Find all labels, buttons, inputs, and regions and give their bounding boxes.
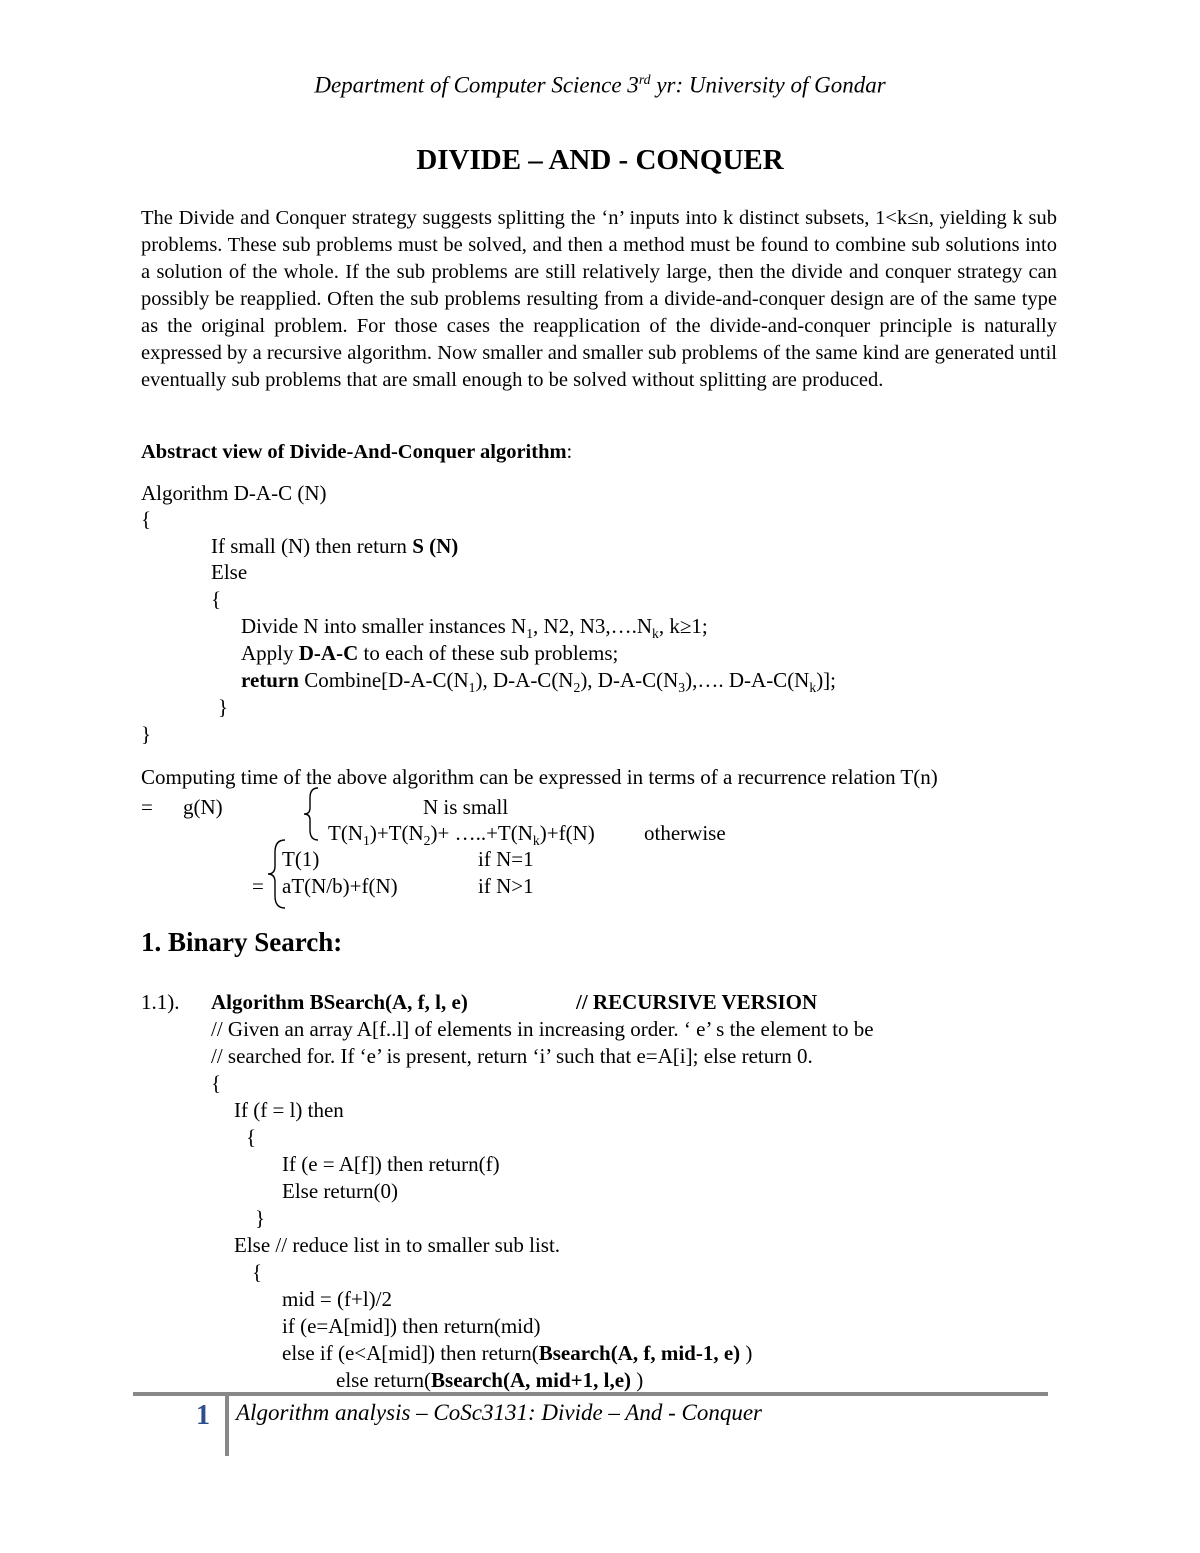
recursive-version-label: // RECURSIVE VERSION — [576, 990, 818, 1014]
bsearch-signature: Algorithm BSearch(A, f, l, e) — [211, 990, 468, 1014]
apply-line: Apply D-A-C to each of these sub problems; — [241, 641, 619, 665]
else-return-zero: Else return(0) — [282, 1179, 399, 1203]
if-e-equals: If (e = A[f]) then return(f) — [282, 1152, 500, 1176]
if-mid-line: if (e=A[mid]) then return(mid) — [282, 1314, 541, 1338]
g-of-n: g(N) — [183, 795, 223, 819]
t-one: T(1) — [282, 847, 320, 871]
if-n-greater-1: if N>1 — [478, 874, 534, 898]
comment-line-1: // Given an array A[f..l] of elements in increasing order. ‘ e’ s the element to be — [211, 1017, 874, 1041]
page-title: DIVIDE – AND - CONQUER — [416, 144, 784, 176]
else-line-final: else return(Bsearch(A, mid+1, l,e) ) — [336, 1368, 644, 1392]
divide-line: Divide N into smaller instances $N_1$, N2, $N3,\dots.N_k$, k≥1; — [241, 614, 708, 642]
algo-close-brace: } — [141, 722, 152, 746]
mid-assign: mid = (f+l)/2 — [282, 1287, 393, 1311]
footer-text: Algorithm analysis – CoSc3131: Divide – And - Conquer — [236, 1400, 762, 1425]
footer-divider — [225, 1392, 229, 1456]
if-f-equals-l: If (f = l) then — [234, 1098, 344, 1122]
bs-open-brace: { — [211, 1071, 222, 1095]
block1-open: { — [246, 1125, 257, 1149]
equals-sign-2: = — [252, 874, 264, 898]
page-header: Department of Computer Science 3rd yr: University of Gondar — [314, 72, 886, 98]
return-combine-line: return $Combine[D-A-C(N_1)$, $D-A-C(N_2)$, $D-A-C(N_3),\dots$. $D-A-C(N_k)$]; — [241, 668, 837, 696]
equals-sign: = — [141, 795, 153, 819]
comment-line-2: // searched for. If ‘e’ is present, return ‘i’ such that e=A[i]; else return 0. — [211, 1044, 813, 1068]
page-number: 1 — [196, 1400, 210, 1431]
binary-search-heading: 1. Binary Search: — [141, 927, 343, 957]
intro-paragraph: The Divide and Conquer strategy suggests splitting the ‘n’ inputs into k distinct subsets, 1<k≤n, yielding k sub problems. These sub problems must be solved, and then a method must be found to combine sub solutions into a solution of the whole. If the sub problems are still relatively large, then the divide and conquer strategy can possibly be reapplied. Often the sub problems resulting from a divide-and-conquer design are of the same type as the original problem. For those cases the reapplication of the divide-and-conquer principle is naturally expressed by a recursive algorithm. Now smaller and smaller sub problems of the same kind are generated until eventually sub problems that are small enough to be solved without splitting are produced. — [141, 207, 1057, 391]
abstract-heading: Abstract view of Divide-And-Conquer algorithm: — [141, 441, 573, 463]
binary-num: 1.1). — [141, 990, 180, 1014]
at-recurrence: aT(N/b)+f(N) — [282, 874, 398, 898]
footer-rule — [133, 1392, 1048, 1396]
recurrence-expression: $T(N_1)+T(N_2)+$ $\dots..+T(N_k)+f(N)$ — [328, 821, 595, 849]
elseif-line: else if (e<A[mid]) then return(Bsearch(A, f, mid-1, e) ) — [282, 1341, 753, 1365]
n-is-small: N is small — [423, 795, 509, 819]
algo-open-brace: { — [141, 507, 152, 531]
inner-close-brace: } — [218, 695, 229, 719]
recurrence-brace-1 — [300, 786, 324, 842]
otherwise-label: otherwise — [644, 821, 726, 845]
block2-open: { — [252, 1260, 263, 1284]
if-small-line: If small (N) then return S (N) — [211, 534, 459, 558]
block1-close: } — [255, 1206, 266, 1230]
inner-open-brace: { — [211, 587, 222, 611]
else-line: Else — [211, 560, 248, 584]
else-reduce: Else // reduce list in to smaller sub list. — [234, 1233, 561, 1257]
if-n-equals-1: if N=1 — [478, 847, 534, 871]
algo-dac-name: Algorithm D-A-C (N) — [141, 481, 327, 505]
computing-time-text: Computing time of the above algorithm can be expressed in terms of a recurrence relation T(n) — [141, 765, 938, 789]
